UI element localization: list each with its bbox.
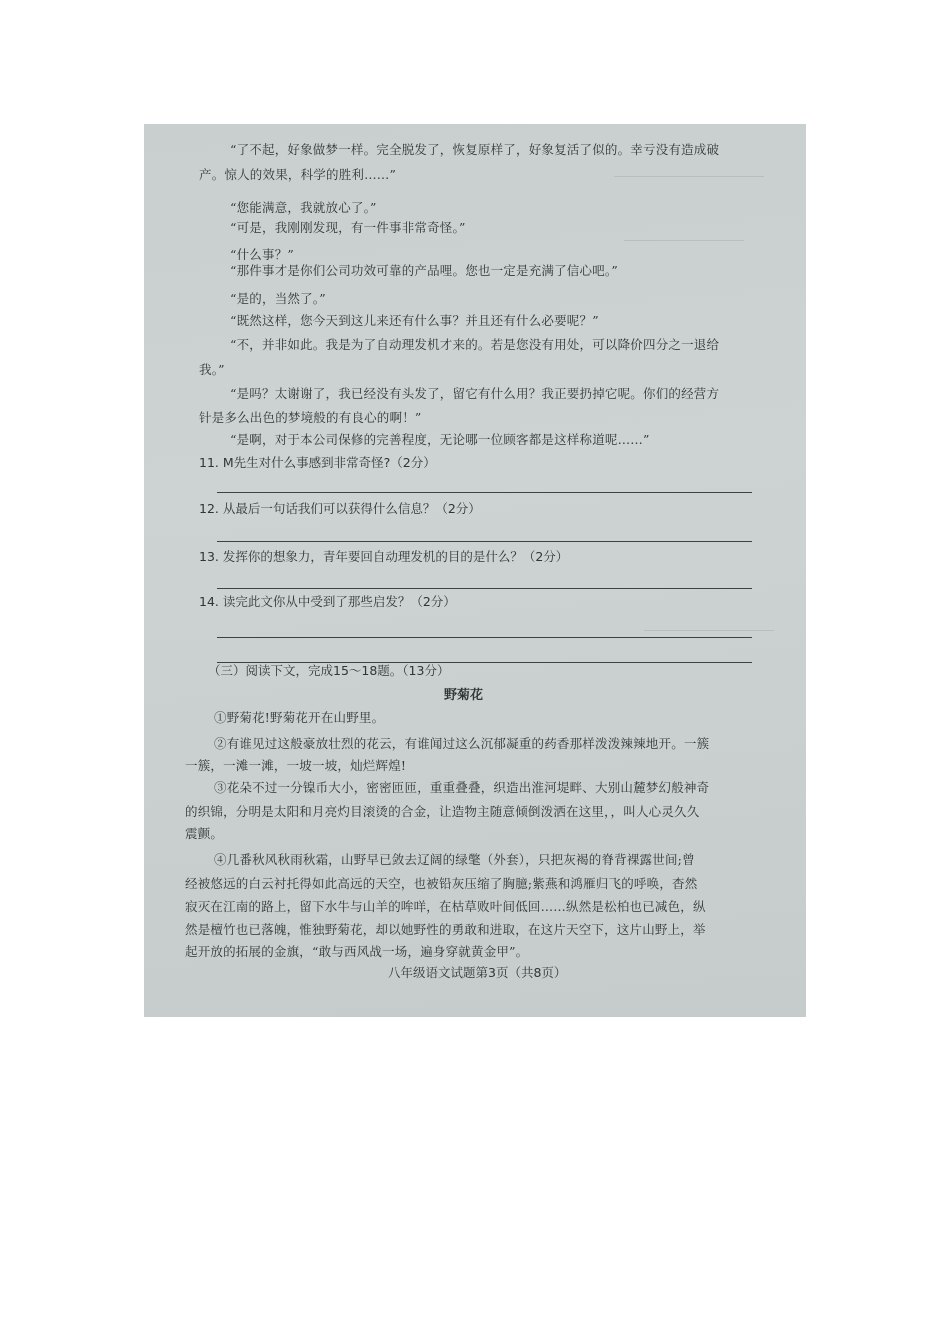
answer-line[interactable] xyxy=(217,588,752,589)
question-11: 11. M先生对什么事感到非常奇怪?（2分） xyxy=(199,455,436,470)
essay-line: ④几番秋风秋雨秋霜，山野早已敛去辽阔的绿氅（外套），只把灰褐的脊背裸露世间;曾 xyxy=(214,852,695,867)
passage-line: “了不起，好象做梦一样。完全脱发了，恢复原样了，好象复活了似的。幸亏没有造成破 xyxy=(230,142,720,157)
passage-line: “您能满意，我就放心了。” xyxy=(230,200,377,215)
answer-line[interactable] xyxy=(217,637,752,638)
passage-line: 针是多么出色的梦境般的有良心的啊！” xyxy=(199,410,422,425)
passage-line: “可是，我刚刚发现，有一件事非常奇怪。” xyxy=(230,220,466,235)
essay-line: ③花朵不过一分镍币大小，密密匝匝，重重叠叠，织造出淮河堤畔、大别山麓梦幻般神奇 xyxy=(214,780,710,795)
essay-line: ②有谁见过这般豪放壮烈的花云，有谁闻过这么沉郁凝重的药香那样泼泼辣辣地开。一簇 xyxy=(214,736,710,751)
essay-line: 一簇，一滩一滩，一坡一坡，灿烂辉煌! xyxy=(185,758,407,773)
question-14: 14. 读完此文你从中受到了那些启发？（2分） xyxy=(199,594,456,609)
passage-line: “是的，当然了。” xyxy=(230,291,326,306)
essay-line: 经被悠远的白云衬托得如此高远的天空，也被铅灰压缩了胸臆;紫燕和鸿雁归飞的呼唤，杳然 xyxy=(185,876,698,891)
essay-line: 震颤。 xyxy=(185,826,224,841)
bleed-through-mark xyxy=(624,240,744,242)
essay-line: 然是檀竹也已落魄，惟独野菊花，却以她野性的勇敢和进取，在这片天空下，这片山野上，举 xyxy=(185,922,706,937)
essay-line: ①野菊花!野菊花开在山野里。 xyxy=(214,710,385,725)
page-footer: 八年级语文试题第3页（共8页） xyxy=(388,965,567,980)
passage-line: “那件事才是你们公司功效可靠的产品哩。您也一定是充满了信心吧。” xyxy=(230,263,618,278)
passage-line: “是啊，对于本公司保修的完善程度，无论哪一位顾客都是这样称道呢……” xyxy=(230,432,650,447)
passage-line: 产。惊人的效果，科学的胜利……” xyxy=(199,167,397,182)
essay-line: 寂灭在江南的路上，留下水牛与山羊的哞咩，在枯草败叶间低回……纵然是松柏也已减色，纵 xyxy=(185,899,706,914)
passage-line: “既然这样，您今天到这儿来还有什么事？并且还有什么必要呢？” xyxy=(230,313,599,328)
section-heading: （三）阅读下文，完成15～18题。（13分） xyxy=(208,663,450,678)
passage-title: 野菊花 xyxy=(444,688,484,703)
passage-line: 我。” xyxy=(199,362,225,377)
essay-line: 的织锦，分明是太阳和月亮灼目滚烫的合金，让造物主随意倾倒泼洒在这里，，叫人心灵久久 xyxy=(185,804,700,819)
passage-line: “是吗？太谢谢了，我已经没有头发了，留它有什么用？我正要扔掉它呢。你们的经营方 xyxy=(230,386,720,401)
answer-line[interactable] xyxy=(217,541,752,542)
answer-line[interactable] xyxy=(217,492,752,493)
exam-paper xyxy=(144,124,806,1017)
question-13: 13. 发挥你的想象力，青年要回自动理发机的目的是什么？（2分） xyxy=(199,549,569,564)
bleed-through-mark xyxy=(644,630,774,632)
question-12: 12. 从最后一句话我们可以获得什么信息？（2分） xyxy=(199,501,481,516)
bleed-through-mark xyxy=(614,176,764,178)
passage-line: “不，并非如此。我是为了自动理发机才来的。若是您没有用处，可以降价四分之一退给 xyxy=(230,337,720,352)
essay-line: 起开放的拓展的金旗，“敢与西风战一场，遍身穿就黄金甲”。 xyxy=(185,944,529,959)
passage-line: “什么事？” xyxy=(230,247,294,262)
photographed-exam-page xyxy=(144,124,806,1017)
